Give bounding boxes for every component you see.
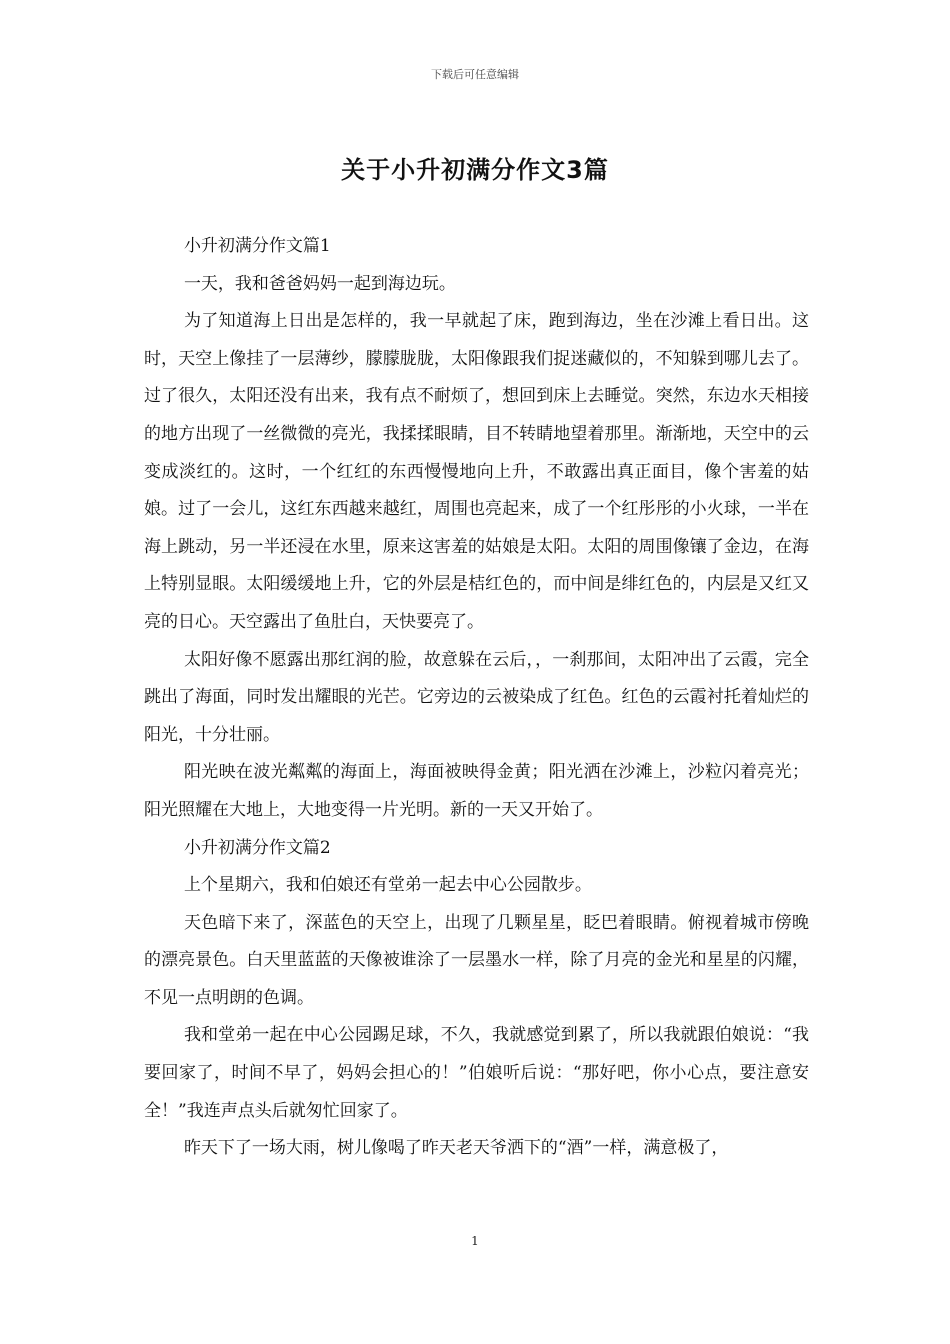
section-heading-1: 小升初满分作文篇1 <box>183 236 331 256</box>
paragraph: 为了知道海上日出是怎样的，我一早就起了床，跑到海边，坐在沙滩上看日出。这时，天空上像挂了一层薄纱，朦朦胧胧，太阳像跟我们捉迷藏似的，不知躲到哪儿去了。过了很久，太阳还没有出来，我有点不耐烦了，想回到床上去睡觉。突然，东边水天相接的地方出现了一丝微微的亮光，我揉揉眼睛，目不转睛地望着那里。渐渐地，天空中的云变成淡红的。这时，一个红红的东西慢慢地向上升，不敢露出真正面目，像个害羞的姑娘。过了一会儿，这红东西越来越红，周围也亮起来，成了一个红彤彤的小火球，一半在海上跳动，另一半还浸在水里，原来这害羞的姑娘是太阳。太阳的周围像镶了金边，在海上特别显眼。太阳缓缓地上升，它的外层是桔红色的，而中间是绯红色的，内层是又红又亮的日心。天空露出了鱼肚白，天快要亮了。 <box>144 311 809 632</box>
paragraph: 阳光映在波光粼粼的海面上，海面被映得金黄；阳光洒在沙滩上，沙粒闪着亮光；阳光照耀在大地上，大地变得一片光明。新的一天又开始了。 <box>144 762 809 820</box>
document-body <box>144 228 809 1168</box>
header-note: 下载后可任意编辑 <box>431 68 519 81</box>
paragraph: 上个星期六，我和伯娘还有堂弟一起去中心公园散步。 <box>183 875 592 896</box>
paragraph: 天色暗下来了，深蓝色的天空上，出现了几颗星星，眨巴着眼睛。俯视着城市傍晚的漂亮景色。白天里蓝蓝的天像被谁涂了一层墨水一样，除了月亮的金光和星星的闪耀，不见一点明朗的色调。 <box>144 912 809 1008</box>
paragraph: 一天，我和爸爸妈妈一起到海边玩。 <box>183 273 456 294</box>
document-title: 关于小升初满分作文3篇 <box>341 156 609 184</box>
paragraph: 太阳好像不愿露出那红润的脸，故意躲在云后，，一刹那间，太阳冲出了云霞，完全跳出了海面，同时发出耀眼的光芒。它旁边的云被染成了红色。红色的云霞衬托着灿烂的阳光，十分壮丽。 <box>144 649 809 745</box>
page-number: 1 <box>471 1234 479 1248</box>
paragraph: 昨天下了一场大雨，树儿像喝了昨天老天爷洒下的“酒”一样，满意极了， <box>183 1138 729 1159</box>
paragraph: 我和堂弟一起在中心公园踢足球，不久，我就感觉到累了，所以我就跟伯娘说：“我要回家了，时间不早了，妈妈会担心的！”伯娘听后说：“那好吧，你小心点，要注意安全！”我连声点头后就匆忙回家了。 <box>144 1025 809 1121</box>
section-heading-2: 小升初满分作文篇2 <box>183 837 331 858</box>
